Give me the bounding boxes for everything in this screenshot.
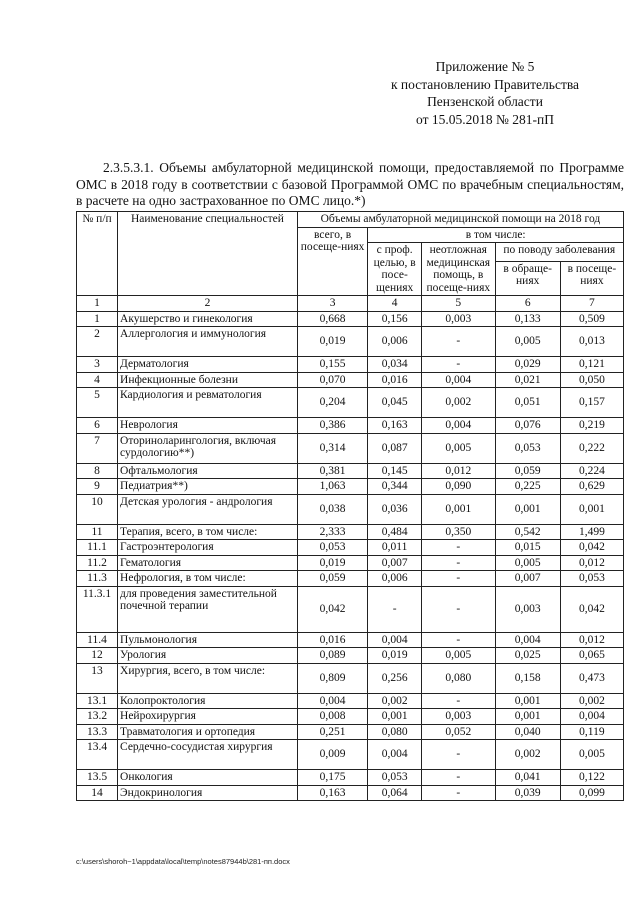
disease-appeals: 0,001 [495, 709, 560, 725]
table-row [77, 388, 624, 418]
row-number: 12 [77, 648, 118, 664]
disease-appeals: 0,158 [495, 663, 560, 693]
total-visits: 0,016 [297, 632, 367, 648]
row-number: 13 [77, 663, 118, 693]
prof-visits: 0,034 [368, 357, 422, 373]
disease-visits: 0,013 [560, 327, 623, 357]
table-row [77, 740, 624, 770]
prof-visits: 0,163 [368, 418, 422, 434]
table-row [77, 648, 624, 664]
specialty-name: Инфекционные болезни [118, 372, 298, 388]
table-row [77, 571, 624, 587]
disease-appeals: 0,040 [495, 724, 560, 740]
table-row [77, 693, 624, 709]
table-row [77, 785, 624, 801]
total-visits: 0,042 [297, 586, 367, 632]
disease-visits: 0,053 [560, 571, 623, 587]
disease-visits: 0,629 [560, 479, 623, 495]
specialty-name: Пульмонология [118, 632, 298, 648]
total-visits: 0,175 [297, 770, 367, 786]
header-prof: с проф. целью, в посе-щениях [368, 243, 422, 296]
colnum: 1 [77, 296, 118, 312]
prof-visits: 0,256 [368, 663, 422, 693]
disease-visits: 0,122 [560, 770, 623, 786]
row-number: 11.3 [77, 571, 118, 587]
total-visits: 0,204 [297, 388, 367, 418]
disease-visits: 0,157 [560, 388, 623, 418]
table-row [77, 663, 624, 693]
row-number: 11.3.1 [77, 586, 118, 632]
table-row [77, 433, 624, 463]
specialty-name: Офтальмология [118, 463, 298, 479]
row-number: 5 [77, 388, 118, 418]
urgent-visits: - [421, 571, 495, 587]
prof-visits: 0,145 [368, 463, 422, 479]
specialty-name: Хирургия, всего, в том числе: [118, 663, 298, 693]
prof-visits: 0,011 [368, 540, 422, 556]
total-visits: 0,009 [297, 740, 367, 770]
table-row [77, 709, 624, 725]
disease-appeals: 0,029 [495, 357, 560, 373]
row-number: 2 [77, 327, 118, 357]
row-number: 14 [77, 785, 118, 801]
table-row [77, 524, 624, 540]
table-body [77, 311, 624, 801]
total-visits: 0,070 [297, 372, 367, 388]
section-heading: 2.3.5.3.1. Объемы амбулаторной медицинской помощи, предоставляемой по Программе ОМС в 2018 году в соответствии с базовой Программой ОМС по врачебным специальностям, в расчете на одно застрахованное по ОМС лицо.*) [76, 160, 624, 208]
total-visits: 0,314 [297, 433, 367, 463]
table-row [77, 479, 624, 495]
colnum: 4 [368, 296, 422, 312]
prof-visits: 0,006 [368, 327, 422, 357]
prof-visits: 0,006 [368, 571, 422, 587]
urgent-visits: 0,003 [421, 709, 495, 725]
disease-appeals: 0,053 [495, 433, 560, 463]
row-number: 1 [77, 311, 118, 327]
disease-appeals: 0,015 [495, 540, 560, 556]
disease-visits: 0,042 [560, 586, 623, 632]
disease-appeals: 0,001 [495, 693, 560, 709]
urgent-visits: - [421, 740, 495, 770]
total-visits: 0,163 [297, 785, 367, 801]
colnum: 2 [118, 296, 298, 312]
table-row [77, 357, 624, 373]
total-visits: 1,063 [297, 479, 367, 495]
disease-visits: 0,224 [560, 463, 623, 479]
total-visits: 0,019 [297, 327, 367, 357]
disease-visits: 0,473 [560, 663, 623, 693]
prof-visits: 0,001 [368, 709, 422, 725]
table-row [77, 311, 624, 327]
urgent-visits: 0,052 [421, 724, 495, 740]
disease-visits: 1,499 [560, 524, 623, 540]
specialty-name: Аллергология и иммунология [118, 327, 298, 357]
urgent-visits: 0,350 [421, 524, 495, 540]
disease-visits: 0,004 [560, 709, 623, 725]
specialty-name: Травматология и ортопедия [118, 724, 298, 740]
table-row [77, 494, 624, 524]
row-number: 4 [77, 372, 118, 388]
row-number: 10 [77, 494, 118, 524]
disease-appeals: 0,133 [495, 311, 560, 327]
urgent-visits: 0,002 [421, 388, 495, 418]
disease-visits: 0,065 [560, 648, 623, 664]
specialty-name: Нефрология, в том числе: [118, 571, 298, 587]
disease-visits: 0,222 [560, 433, 623, 463]
disease-appeals: 0,001 [495, 494, 560, 524]
total-visits: 0,059 [297, 571, 367, 587]
disease-visits: 0,012 [560, 632, 623, 648]
specialty-name: Эндокринология [118, 785, 298, 801]
table-row [77, 724, 624, 740]
total-visits: 0,809 [297, 663, 367, 693]
volumes-table [76, 211, 624, 801]
specialty-name: Урология [118, 648, 298, 664]
specialty-name: Дерматология [118, 357, 298, 373]
prof-visits: 0,344 [368, 479, 422, 495]
urgent-visits: - [421, 693, 495, 709]
header-num: № п/п [77, 212, 118, 296]
table-row [77, 372, 624, 388]
header-total: всего, в посеще-ниях [297, 227, 367, 296]
total-visits: 0,381 [297, 463, 367, 479]
specialty-name: Сердечно-сосудистая хирургия [118, 740, 298, 770]
total-visits: 0,386 [297, 418, 367, 434]
urgent-visits: 0,090 [421, 479, 495, 495]
prof-visits: 0,484 [368, 524, 422, 540]
specialty-name: для проведения заместительной почечной терапии [118, 586, 298, 632]
prof-visits: 0,007 [368, 555, 422, 571]
specialty-name: Неврология [118, 418, 298, 434]
appendix-title: Приложение № 5 [435, 59, 535, 74]
header-name: Наименование специальностей [118, 212, 298, 296]
total-visits: 0,089 [297, 648, 367, 664]
table-row [77, 327, 624, 357]
file-path-footer: c:\users\shoroh~1\appdata\local\temp\notes87944b\281-пп.docx [76, 857, 290, 866]
row-number: 11.1 [77, 540, 118, 556]
specialty-name: Нейрохирургия [118, 709, 298, 725]
table-row [77, 418, 624, 434]
total-visits: 0,053 [297, 540, 367, 556]
total-visits: 0,155 [297, 357, 367, 373]
disease-appeals: 0,041 [495, 770, 560, 786]
header-volumes: Объемы амбулаторной медицинской помощи на 2018 год [297, 212, 623, 228]
total-visits: 2,333 [297, 524, 367, 540]
total-visits: 0,038 [297, 494, 367, 524]
total-visits: 0,004 [297, 693, 367, 709]
disease-appeals: 0,003 [495, 586, 560, 632]
urgent-visits: 0,012 [421, 463, 495, 479]
table-row [77, 540, 624, 556]
colnum: 7 [560, 296, 623, 312]
disease-appeals: 0,076 [495, 418, 560, 434]
row-number: 6 [77, 418, 118, 434]
specialty-name: Детская урология - андрология [118, 494, 298, 524]
disease-appeals: 0,021 [495, 372, 560, 388]
disease-appeals: 0,002 [495, 740, 560, 770]
disease-visits: 0,012 [560, 555, 623, 571]
appendix-date-line: от 15.05.2018 № 281-пП [416, 111, 554, 127]
disease-visits: 0,042 [560, 540, 623, 556]
urgent-visits: 0,001 [421, 494, 495, 524]
specialty-name: Гастроэнтерология [118, 540, 298, 556]
urgent-visits: - [421, 770, 495, 786]
disease-appeals: 0,005 [495, 327, 560, 357]
urgent-visits: - [421, 632, 495, 648]
prof-visits: 0,156 [368, 311, 422, 327]
disease-visits: 0,005 [560, 740, 623, 770]
row-number: 7 [77, 433, 118, 463]
disease-appeals: 0,005 [495, 555, 560, 571]
prof-visits: 0,064 [368, 785, 422, 801]
specialty-name: Оториноларингология, включая сурдологию**) [118, 433, 298, 463]
disease-visits: 0,119 [560, 724, 623, 740]
disease-visits: 0,509 [560, 311, 623, 327]
disease-visits: 0,001 [560, 494, 623, 524]
colnum: 6 [495, 296, 560, 312]
appendix-block [360, 58, 610, 128]
disease-visits: 0,050 [560, 372, 623, 388]
disease-appeals: 0,051 [495, 388, 560, 418]
row-number: 13.2 [77, 709, 118, 725]
prof-visits: - [368, 586, 422, 632]
specialty-name: Терапия, всего, в том числе: [118, 524, 298, 540]
prof-visits: 0,045 [368, 388, 422, 418]
urgent-visits: 0,003 [421, 311, 495, 327]
specialty-name: Кардиология и ревматология [118, 388, 298, 418]
prof-visits: 0,002 [368, 693, 422, 709]
specialty-name: Гематология [118, 555, 298, 571]
row-number: 11.4 [77, 632, 118, 648]
urgent-visits: 0,080 [421, 663, 495, 693]
disease-visits: 0,219 [560, 418, 623, 434]
disease-visits: 0,121 [560, 357, 623, 373]
table-row [77, 586, 624, 632]
urgent-visits: - [421, 555, 495, 571]
row-number: 11 [77, 524, 118, 540]
prof-visits: 0,087 [368, 433, 422, 463]
header-appeals: в обраще-ниях [495, 261, 560, 295]
header-disease: по поводу заболевания [495, 243, 623, 262]
appendix-region-line: Пензенской области [427, 94, 543, 109]
disease-appeals: 0,025 [495, 648, 560, 664]
disease-visits: 0,002 [560, 693, 623, 709]
urgent-visits: - [421, 357, 495, 373]
row-number: 9 [77, 479, 118, 495]
specialty-name: Педиатрия**) [118, 479, 298, 495]
prof-visits: 0,080 [368, 724, 422, 740]
prof-visits: 0,019 [368, 648, 422, 664]
disease-appeals: 0,059 [495, 463, 560, 479]
urgent-visits: 0,005 [421, 433, 495, 463]
table-row [77, 632, 624, 648]
urgent-visits: 0,005 [421, 648, 495, 664]
disease-visits: 0,099 [560, 785, 623, 801]
total-visits: 0,668 [297, 311, 367, 327]
urgent-visits: 0,004 [421, 372, 495, 388]
row-number: 13.5 [77, 770, 118, 786]
table-row [77, 770, 624, 786]
prof-visits: 0,004 [368, 632, 422, 648]
disease-appeals: 0,542 [495, 524, 560, 540]
prof-visits: 0,016 [368, 372, 422, 388]
disease-appeals: 0,004 [495, 632, 560, 648]
urgent-visits: - [421, 785, 495, 801]
disease-appeals: 0,225 [495, 479, 560, 495]
row-number: 13.1 [77, 693, 118, 709]
disease-appeals: 0,007 [495, 571, 560, 587]
row-number: 13.3 [77, 724, 118, 740]
colnum: 3 [297, 296, 367, 312]
prof-visits: 0,036 [368, 494, 422, 524]
urgent-visits: - [421, 586, 495, 632]
urgent-visits: - [421, 327, 495, 357]
column-numbers-row [77, 296, 624, 312]
urgent-visits: 0,004 [421, 418, 495, 434]
appendix-decree-line: к постановлению Правительства [390, 76, 580, 92]
total-visits: 0,251 [297, 724, 367, 740]
table-row [77, 555, 624, 571]
row-number: 8 [77, 463, 118, 479]
row-number: 13.4 [77, 740, 118, 770]
colnum: 5 [421, 296, 495, 312]
specialty-name: Онкология [118, 770, 298, 786]
specialty-name: Колопроктология [118, 693, 298, 709]
total-visits: 0,019 [297, 555, 367, 571]
header-including: в том числе: [368, 227, 624, 243]
disease-appeals: 0,039 [495, 785, 560, 801]
header-visits: в посеще-ниях [560, 261, 623, 295]
header-urgent: неотложная медицинская помощь, в посеще-ниях [421, 243, 495, 296]
total-visits: 0,008 [297, 709, 367, 725]
prof-visits: 0,053 [368, 770, 422, 786]
row-number: 11.2 [77, 555, 118, 571]
row-number: 3 [77, 357, 118, 373]
prof-visits: 0,004 [368, 740, 422, 770]
urgent-visits: - [421, 540, 495, 556]
specialty-name: Акушерство и гинекология [118, 311, 298, 327]
table-row [77, 463, 624, 479]
